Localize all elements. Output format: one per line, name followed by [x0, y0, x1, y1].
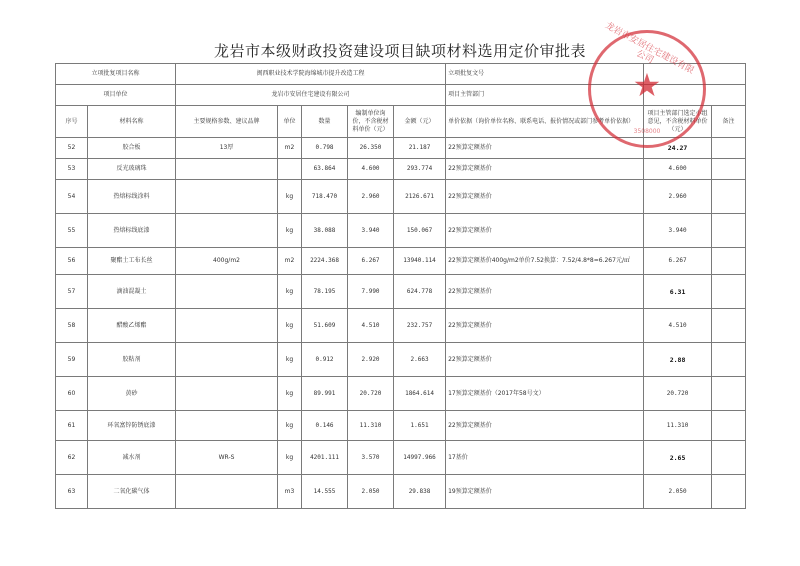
- cell-qty: 38.088: [302, 214, 348, 248]
- cell-compiled-price: 11.310: [348, 411, 394, 441]
- cell-material: 醋酸乙烯酯: [88, 309, 176, 343]
- cell-material: 热熔标线涂料: [88, 180, 176, 214]
- cell-qty: 89.991: [302, 377, 348, 411]
- cell-compiled-price: 20.720: [348, 377, 394, 411]
- table-row: [56, 159, 746, 180]
- cell-material: 减水剂: [88, 441, 176, 475]
- info-row-unit: [56, 85, 746, 106]
- cell-seq: 54: [56, 180, 88, 214]
- approval-no-label: 立项批复文号: [446, 64, 644, 85]
- table-row: [56, 343, 746, 377]
- cell-amount: 1864.614: [394, 377, 446, 411]
- cell-unit: kg: [278, 180, 302, 214]
- cell-remark: [712, 214, 746, 248]
- cell-seq: 53: [56, 159, 88, 180]
- cell-basis: 17预算定额基价（2017年58号文）: [446, 377, 644, 411]
- cell-amount: 1.651: [394, 411, 446, 441]
- cell-qty: 63.864: [302, 159, 348, 180]
- cell-remark: [712, 411, 746, 441]
- cell-material: 胶合板: [88, 138, 176, 159]
- cell-basis: 22预算定额基价400g/m2单价7.52换算：7.52/4.8*8=6.267元/㎡: [446, 248, 644, 275]
- cell-material: 聚酯土工布长丝: [88, 248, 176, 275]
- seal-star-icon: ★: [632, 66, 662, 104]
- cell-amount: 232.757: [394, 309, 446, 343]
- project-name-label: 立项批复项目名称: [56, 64, 176, 85]
- cell-amount: 624.778: [394, 275, 446, 309]
- cell-basis: 22预算定额基价: [446, 180, 644, 214]
- cell-remark: [712, 309, 746, 343]
- cell-remark: [712, 138, 746, 159]
- cell-remark: [712, 275, 746, 309]
- cell-unit: m2: [278, 138, 302, 159]
- header-row: [56, 106, 746, 138]
- col-header-amount: 金额（元）: [394, 106, 446, 138]
- col-header-unit: 单位: [278, 106, 302, 138]
- cell-amount: 2126.671: [394, 180, 446, 214]
- cell-approved-price: 20.720: [644, 377, 712, 411]
- cell-compiled-price: 2.920: [348, 343, 394, 377]
- dept-value: [644, 85, 746, 106]
- cell-basis: 22预算定额基价: [446, 309, 644, 343]
- cell-compiled-price: 26.350: [348, 138, 394, 159]
- col-header-qty: 数量: [302, 106, 348, 138]
- info-row-project: [56, 64, 746, 85]
- cell-spec: [176, 309, 278, 343]
- project-name-value: 闽西职业技术学院海绵城市提升改造工程: [176, 64, 446, 85]
- cell-basis: 22预算定额基价: [446, 343, 644, 377]
- cell-remark: [712, 475, 746, 509]
- cell-compiled-price: 3.940: [348, 214, 394, 248]
- cell-qty: 0.146: [302, 411, 348, 441]
- table-row: [56, 411, 746, 441]
- table-row: [56, 214, 746, 248]
- cell-spec: [176, 411, 278, 441]
- table-row: [56, 275, 746, 309]
- cell-seq: 61: [56, 411, 88, 441]
- cell-seq: 60: [56, 377, 88, 411]
- cell-unit: kg: [278, 343, 302, 377]
- cell-basis: 17基价: [446, 441, 644, 475]
- unit-value: 龙岩市安居住宅建设有限公司: [176, 85, 446, 106]
- cell-basis: 22预算定额基价: [446, 138, 644, 159]
- cell-basis: 22预算定额基价: [446, 159, 644, 180]
- cell-material: 滴油混凝土: [88, 275, 176, 309]
- cell-unit: kg: [278, 377, 302, 411]
- col-header-basis: 单价依据（询价单位名称、联系电话、报价情况或部门参考单价依据）: [446, 106, 644, 138]
- cell-approved-price: 2.88: [644, 343, 712, 377]
- table-row: [56, 248, 746, 275]
- table-row: [56, 309, 746, 343]
- cell-amount: 150.067: [394, 214, 446, 248]
- cell-compiled-price: 2.960: [348, 180, 394, 214]
- cell-unit: m2: [278, 248, 302, 275]
- cell-spec: [176, 377, 278, 411]
- cell-material: 环氧富锌防锈底漆: [88, 411, 176, 441]
- cell-unit: kg: [278, 214, 302, 248]
- col-header-remark: 备注: [712, 106, 746, 138]
- cell-spec: [176, 214, 278, 248]
- approval-table: [55, 63, 746, 509]
- cell-basis: 22预算定额基价: [446, 275, 644, 309]
- cell-spec: [176, 275, 278, 309]
- cell-approved-price: 3.940: [644, 214, 712, 248]
- cell-spec: [176, 475, 278, 509]
- table-row: [56, 441, 746, 475]
- cell-approved-price: 2.960: [644, 180, 712, 214]
- cell-qty: 78.195: [302, 275, 348, 309]
- col-header-seq: 序号: [56, 106, 88, 138]
- cell-qty: 718.470: [302, 180, 348, 214]
- cell-unit: kg: [278, 309, 302, 343]
- cell-material: 反光玻璃珠: [88, 159, 176, 180]
- cell-approved-price: 4.510: [644, 309, 712, 343]
- cell-unit: kg: [278, 275, 302, 309]
- cell-remark: [712, 159, 746, 180]
- cell-material: 黄砂: [88, 377, 176, 411]
- cell-qty: 14.555: [302, 475, 348, 509]
- cell-amount: 29.838: [394, 475, 446, 509]
- cell-approved-price: 2.65: [644, 441, 712, 475]
- cell-amount: 13940.114: [394, 248, 446, 275]
- cell-basis: 19预算定额基价: [446, 475, 644, 509]
- cell-qty: 2224.368: [302, 248, 348, 275]
- cell-spec: [176, 343, 278, 377]
- cell-basis: 22预算定额基价: [446, 214, 644, 248]
- cell-seq: 56: [56, 248, 88, 275]
- cell-compiled-price: 4.510: [348, 309, 394, 343]
- cell-remark: [712, 180, 746, 214]
- cell-qty: 51.609: [302, 309, 348, 343]
- cell-material: 热熔标线底漆: [88, 214, 176, 248]
- cell-basis: 22预算定额基价: [446, 411, 644, 441]
- cell-spec: [176, 180, 278, 214]
- cell-remark: [712, 343, 746, 377]
- cell-spec: 13厚: [176, 138, 278, 159]
- cell-spec: 400g/m2: [176, 248, 278, 275]
- cell-material: 胶粘剂: [88, 343, 176, 377]
- approval-no-value: [644, 64, 746, 85]
- cell-approved-price: 6.267: [644, 248, 712, 275]
- cell-qty: 0.798: [302, 138, 348, 159]
- cell-approved-price: 2.050: [644, 475, 712, 509]
- cell-compiled-price: 6.267: [348, 248, 394, 275]
- cell-amount: 293.774: [394, 159, 446, 180]
- cell-seq: 57: [56, 275, 88, 309]
- cell-remark: [712, 441, 746, 475]
- cell-qty: 4201.111: [302, 441, 348, 475]
- cell-amount: 21.187: [394, 138, 446, 159]
- cell-compiled-price: 2.050: [348, 475, 394, 509]
- cell-material: 二氧化碳气体: [88, 475, 176, 509]
- dept-label: 项目主管部门: [446, 85, 644, 106]
- col-header-spec: 主要规格参数、建议品牌: [176, 106, 278, 138]
- col-header-approved-price: 项目主管部门选定小组意见，不含税材料单价（元）: [644, 106, 712, 138]
- cell-qty: 0.912: [302, 343, 348, 377]
- cell-amount: 14997.966: [394, 441, 446, 475]
- unit-label: 项目单位: [56, 85, 176, 106]
- cell-seq: 63: [56, 475, 88, 509]
- table-row: [56, 377, 746, 411]
- cell-approved-price: 6.31: [644, 275, 712, 309]
- cell-seq: 59: [56, 343, 88, 377]
- table-row: [56, 475, 746, 509]
- table-row: [56, 180, 746, 214]
- cell-remark: [712, 377, 746, 411]
- cell-remark: [712, 248, 746, 275]
- cell-spec: [176, 159, 278, 180]
- cell-seq: 62: [56, 441, 88, 475]
- seal-text: 龙岩市安居住宅建设有限公司: [603, 20, 696, 77]
- cell-unit: kg: [278, 411, 302, 441]
- cell-compiled-price: 7.990: [348, 275, 394, 309]
- table-row: [56, 138, 746, 159]
- cell-unit: [278, 159, 302, 180]
- cell-seq: 58: [56, 309, 88, 343]
- cell-approved-price: 11.310: [644, 411, 712, 441]
- col-header-material: 材料名称: [88, 106, 176, 138]
- cell-compiled-price: 3.570: [348, 441, 394, 475]
- cell-unit: m3: [278, 475, 302, 509]
- seal-code: 3508000: [633, 128, 661, 135]
- col-header-compiled-price: 编制单位询价，不含税材料单价（元）: [348, 106, 394, 138]
- cell-seq: 52: [56, 138, 88, 159]
- cell-approved-price: 4.600: [644, 159, 712, 180]
- cell-unit: kg: [278, 441, 302, 475]
- cell-spec: WR-S: [176, 441, 278, 475]
- cell-seq: 55: [56, 214, 88, 248]
- page-title: 龙岩市本级财政投资建设项目缺项材料选用定价审批表: [213, 42, 586, 60]
- cell-amount: 2.663: [394, 343, 446, 377]
- cell-approved-price: 24.27: [644, 138, 712, 159]
- cell-compiled-price: 4.600: [348, 159, 394, 180]
